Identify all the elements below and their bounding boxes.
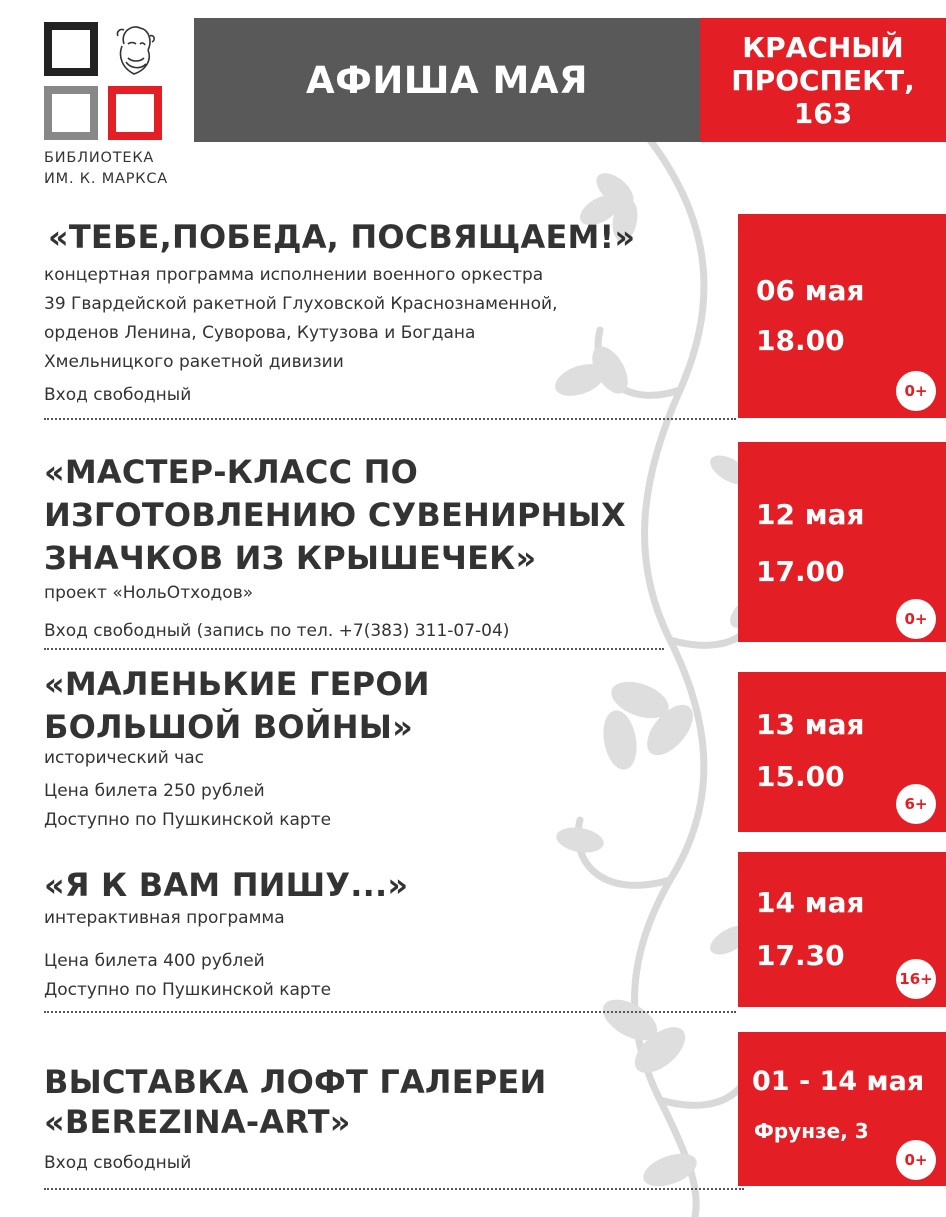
age-rating-badge: 16+ [896, 959, 936, 999]
divider [44, 648, 664, 650]
event-location: Фрунзе, 3 [754, 1119, 869, 1143]
marx-portrait-icon [110, 22, 158, 76]
event-date: 13 мая [756, 708, 865, 741]
logo-square-grey [44, 86, 98, 140]
library-name [44, 148, 168, 190]
event-title: «ТЕБЕ,ПОБЕДА, ПОСВЯЩАЕМ!» [48, 218, 636, 256]
event-entry-info: Вход свободный [44, 385, 192, 405]
event-time: 15.00 [756, 760, 845, 793]
address-banner [700, 18, 946, 142]
event-date-box [738, 442, 946, 642]
event-price-info: Цена билета 400 рублей Доступно по Пушкинской карте [44, 951, 332, 1000]
event-date-box [738, 1032, 946, 1186]
event-entry-info: Вход свободный (запись по тел. +7(383) 311-07-04) [44, 621, 510, 641]
event-title: «МАСТЕР-КЛАСС ПО ИЗГОТОВЛЕНИЮ СУВЕНИРНЫХ ЗНАЧКОВ ИЗ КРЫШЕЧЕК» [44, 453, 626, 577]
event-date: 12 мая [756, 498, 865, 531]
event-description: концертная программа исполнении военного оркестра 39 Гвардейской ракетной Глуховской Краснознаменной, орденов Ленина, Суворова, Кутузова и Богдана Хмельницкого ракетной дивизии [44, 265, 558, 372]
event-description: проект «НольОтходов» [44, 583, 254, 603]
age-rating-badge: 0+ [896, 599, 936, 639]
event-date: 14 мая [756, 886, 865, 919]
event-time: 17.30 [756, 939, 845, 972]
event-date: 06 мая [756, 274, 865, 307]
library-name-line2: ИМ. К. МАРКСА [44, 171, 168, 187]
divider [44, 1011, 736, 1013]
page-title: АФИША МАЯ [306, 58, 588, 102]
venue-address: КРАСНЫЙ ПРОСПЕКТ, 163 [731, 30, 915, 130]
event-price-info: Цена билета 250 рублей Доступно по Пушкинской карте [44, 781, 332, 830]
event-time: 17.00 [756, 555, 845, 588]
library-name-line1: БИБЛИОТЕКА [44, 150, 155, 166]
event-title: «МАЛЕНЬКИЕ ГЕРОИ БОЛЬШОЙ ВОЙНЫ» [44, 665, 430, 746]
age-rating-badge: 0+ [896, 371, 936, 411]
library-logo [44, 22, 174, 192]
event-date-box [738, 672, 946, 832]
logo-square-red [108, 86, 162, 140]
event-entry-info: Вход свободный [44, 1153, 192, 1173]
divider [44, 1188, 744, 1190]
age-rating-badge: 0+ [896, 1140, 936, 1180]
age-rating-badge: 6+ [896, 784, 936, 824]
logo-square-black [44, 22, 98, 76]
event-time: 18.00 [756, 324, 845, 357]
event-title: «Я К ВАМ ПИШУ...» [44, 866, 409, 904]
event-date-box [738, 852, 946, 1007]
event-date-box [738, 214, 946, 418]
event-description: интерактивная программа [44, 908, 285, 928]
event-description: исторический час [44, 748, 204, 768]
header-banner [194, 18, 700, 142]
event-title: ВЫСТАВКА ЛОФТ ГАЛЕРЕИ «BEREZINA-ART» [44, 1063, 547, 1141]
divider [44, 418, 736, 420]
event-date: 01 - 14 мая [752, 1066, 925, 1097]
